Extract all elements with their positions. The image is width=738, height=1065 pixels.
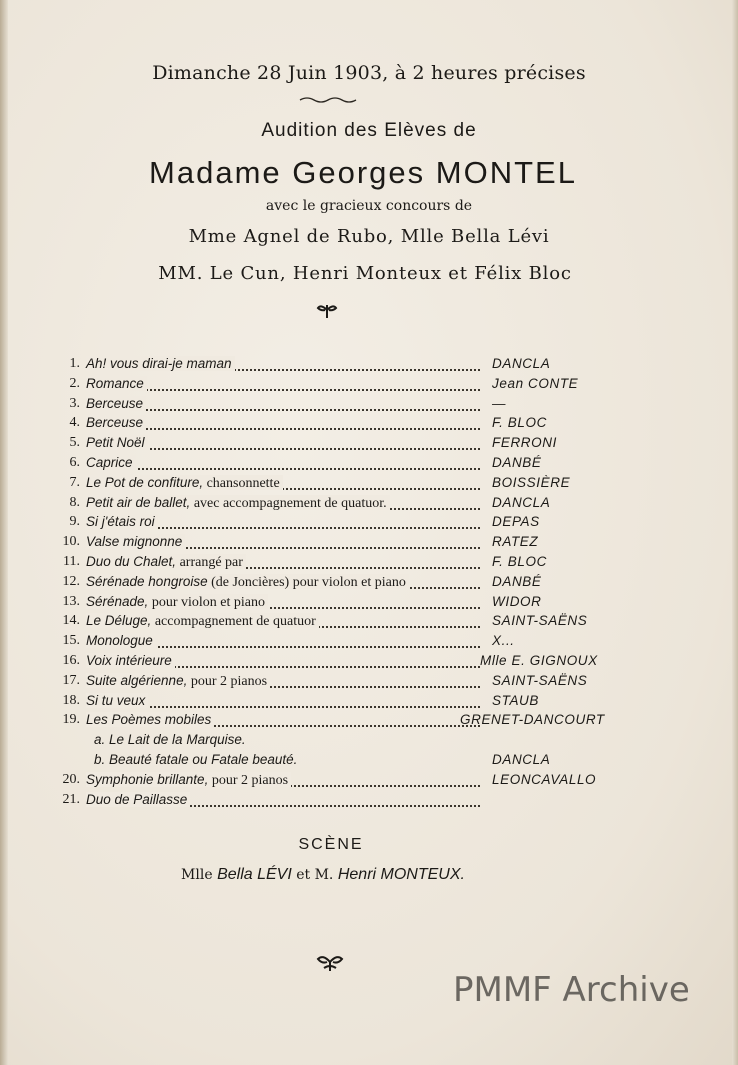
program-item-title-extra: (de Joncières) pour violon et piano [207,574,406,590]
program-item-number: 8. [69,494,80,510]
program-item [56,376,616,396]
program-item-title-main: Caprice [86,455,133,470]
program-item-title-main: a. Le Lait de la Marquise. [94,732,246,748]
program-item [56,415,616,435]
program-item-title [86,415,146,432]
program-item-title-text [86,633,156,648]
program-item-title-text [86,613,319,628]
program-item-title-main: Monologue [86,633,153,649]
program-item-title-text [86,673,270,688]
program-item [56,554,616,574]
program-item-title-text [94,752,297,767]
program-item-number: 1. [69,356,80,371]
program-item-number: 2. [69,375,80,391]
program-item-number: 3. [69,395,80,411]
program-item-composer: DANCLA [492,752,551,767]
program-item-composer: FERRONI [492,435,557,451]
program-item-title [94,732,246,747]
program-item-title [94,752,297,767]
scene-heading: SCÈNE [298,836,364,853]
program-item-title-extra: avec accompagnement de quatuor. [190,495,387,511]
program-item-title-text [86,435,148,450]
program-item-composer: X... [492,633,515,649]
program-item-title-extra: pour 2 pianos [187,673,268,689]
leader-dots [86,455,480,470]
program-item [56,712,616,732]
program-item-title [86,554,246,571]
program-item-title [86,475,283,492]
program-item-title-main: Duo de Paillasse [86,791,188,807]
program-item-title-extra: pour 2 pianos [208,772,289,788]
program-item-title-text [86,772,291,787]
program-item-title [86,594,268,611]
program-item-title [86,396,146,413]
concours-line: avec le gracieux concours de [265,198,473,214]
scene-performers [0,866,692,884]
program-item-number: 18. [62,692,80,708]
program-item-title-main: Duo du Chalet, [86,554,177,569]
program-item-title [86,673,270,690]
program-item-composer: LEONCAVALLO [492,771,597,787]
program-item-title-extra: pour violon et piano [148,594,265,610]
program-item-composer: DANCLA [492,356,551,371]
program-item-composer: DANCLA [492,494,551,510]
program-item-title-text [86,514,158,529]
program-item-title-main: Sérénade, [86,593,149,609]
program-item-composer: DANBÉ [492,573,542,589]
program-item-title-extra: arrangé par [176,555,243,570]
program-item [56,673,616,693]
program-item-composer: Jean CONTE [492,375,579,391]
teacher-name: Madame Georges MONTEL [149,155,577,190]
program-item [56,495,616,515]
program-item-title-main: Petit Noël [86,435,145,451]
program-item [56,653,616,673]
program-item [56,772,616,792]
program-item-number: 16. [62,653,80,668]
program-item-number: 11. [63,554,80,569]
program-item-title-main: Le Pot de confiture, [86,474,204,490]
program-item-title-text [86,534,185,549]
wavy-rule-ornament [298,96,358,104]
program-item [56,732,616,752]
program-item-composer: RATEZ [492,534,539,550]
program-item-number: 7. [69,474,80,490]
program-item [56,356,616,376]
program-item-number: 17. [62,672,80,688]
scene-mlle: Mlle [181,867,213,883]
program-item-composer: BOISSIÈRE [492,474,571,490]
program-item-title-main: Berceuse [86,395,144,411]
program-item-title-text [86,712,214,727]
scene-performer-2: Henri MONTEUX. [337,866,465,883]
program-item-number: 12. [62,573,80,589]
program-item [56,396,616,416]
closing-ornament-icon [314,953,346,973]
program-item-composer: DEPAS [492,514,540,530]
program-item-title-text [86,792,190,807]
program-item [56,633,616,653]
program-item-title-main: Les Poèmes mobiles [86,712,212,728]
fleuron-ornament-icon [315,302,339,320]
guests-line-2: MM. Le Cun, Henri Monteux et Félix Bloc [158,263,572,284]
program-item [56,574,616,594]
program-item-composer: STAUB [492,692,540,708]
program-item-title [86,693,148,710]
program-item-title-text [86,574,409,589]
audition-heading: Audition des Elèves de [261,120,477,141]
program-item [56,752,616,772]
program-item-number: 10. [62,534,80,550]
program-item-composer: F. BLOC [492,415,547,431]
program-item-number: 5. [69,435,80,451]
program-item-number: 6. [69,455,80,470]
program-item-title-text [86,693,148,708]
program-item-title [86,633,156,650]
program-item-number: 13. [62,593,80,609]
program-item-title-main: Ah! vous dirai-je maman [86,356,232,371]
program-item-title [86,356,235,373]
scene-performer-1: Bella LÉVI [217,866,292,883]
program-item-title [86,455,136,472]
program-item-title-main: Si tu veux [86,692,146,708]
page-edge-right [732,0,738,1065]
program-item-number: 9. [69,514,80,530]
program-item-title-text [86,356,235,371]
program-item-title-main: Berceuse [86,415,144,431]
program-item [56,693,616,713]
program-item-title-main: Valse mignonne [86,534,183,550]
program-item-composer: DANBÉ [492,455,542,470]
program-item-title-text [86,475,283,490]
program-item [56,455,616,475]
guests-line-1: Mme Agnel de Rubo, Mlle Bella Lévi [188,226,550,247]
program-item-title-main: Si j'étais roi [86,514,155,530]
program-item [56,475,616,495]
program-item [56,792,616,812]
program-item-title [86,534,185,551]
program-item-title-text [86,653,175,668]
program-item-composer: SAINT-SAËNS [492,613,588,629]
program-item-title-text [86,415,146,430]
program-item-title-main: Suite algérienne, [86,672,188,688]
program-item-title [86,792,190,809]
program-item-title-main: Petit air de ballet, [86,494,191,510]
program-item-title [86,495,390,512]
archive-watermark: PMMF Archive [453,970,690,1010]
program-item [56,514,616,534]
program-item [56,534,616,554]
program-item-title-text [86,495,390,510]
program-item-title [86,435,148,452]
program-item-title [86,653,175,670]
program-item-composer: Mlle E. GIGNOUX [480,653,598,668]
program-item-composer: GRENET-DANCOURT [460,712,605,728]
program-item-title [86,376,147,393]
program-item-title [86,613,319,630]
program-item-title-extra: accompagnement de quatuor [151,614,316,630]
program-item-title-text [86,376,147,391]
program-item-composer: — [492,395,507,411]
program-item-number: 4. [69,415,80,431]
program-item [56,594,616,614]
program-item [56,435,616,455]
program-item-title-text [86,455,136,470]
concert-date: Dimanche 28 Juin 1903, à 2 heures précises [152,62,586,84]
program-item-title-extra: chansonnette [203,475,280,491]
program-item-title-text [94,732,246,747]
program-item-composer: WIDOR [492,593,542,609]
program-item-number: 19. [62,712,80,728]
program-item-number: 20. [62,771,80,787]
program-item [56,613,616,633]
program-item-title [86,514,158,531]
program-item-title-text [86,554,246,569]
program-item-composer: SAINT-SAËNS [492,672,588,688]
program-item-composer: F. BLOC [492,554,547,569]
program-item-title-text [86,396,146,411]
program-item-title-text [86,594,268,609]
scene-et: et M. [296,867,334,883]
program-item-title-main: Le Déluge, [86,613,152,629]
program-item-title [86,772,291,789]
program-item-number: 21. [62,791,80,807]
program-item-title-main: b. Beauté fatale ou Fatale beauté. [94,752,298,767]
program-item-title-main: Romance [86,375,144,391]
program-item-number: 14. [62,613,80,629]
program-item-title-main: Symphonie brillante, [86,771,209,787]
program-item-title-main: Voix intérieure [86,653,172,668]
program-item-title [86,574,409,591]
program-item-title [86,712,214,729]
program-item-title-main: Sérénade hongroise [86,573,208,589]
program-item-number: 15. [62,633,80,649]
